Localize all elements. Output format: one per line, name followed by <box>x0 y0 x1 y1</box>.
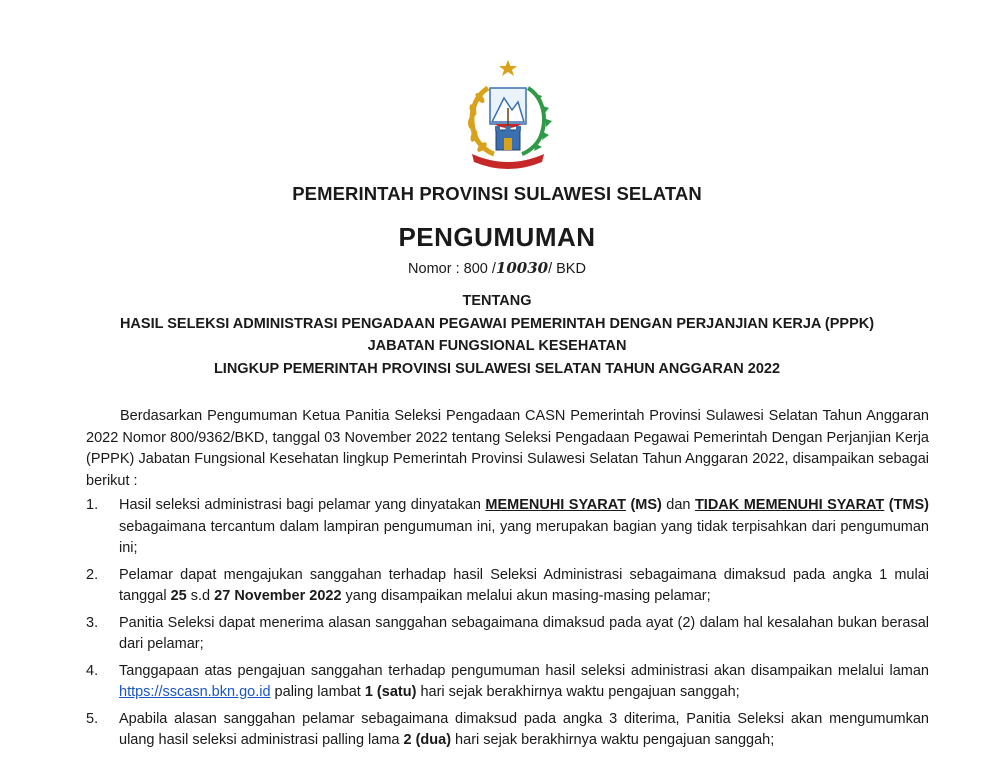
document-number <box>0 259 994 277</box>
item-text: Panitia Seleksi dapat menerima alasan sanggahan sebagaimana dimaksud pada ayat (2) dalam hal kesalahan bukan berasal dari pelamar; <box>119 614 929 652</box>
item-text: s.d <box>186 588 215 604</box>
number-handwritten: 10030 <box>495 259 549 277</box>
subject-line-3: JABATAN FUNGSIONAL KESEHATAN <box>367 338 627 354</box>
list-item <box>86 709 929 752</box>
start-date: 25 <box>170 588 187 604</box>
item-number: 5. <box>86 710 99 727</box>
item-number: 2. <box>86 566 99 583</box>
deadline-days: 1 (satu) <box>364 684 417 700</box>
item-text: hari sejak berakhirnya waktu pengajuan sanggah; <box>416 684 740 700</box>
document-title: PENGUMUMAN <box>398 222 596 252</box>
item-number: 3. <box>86 614 99 631</box>
number-suffix: / BKD <box>548 261 586 277</box>
item-text: Tanggapaan atas pengajuan sanggahan terhadap pengumuman hasil seleksi administrasi akan disampaikan melalui laman <box>119 662 929 679</box>
list-item <box>86 565 929 608</box>
list-item <box>86 613 929 656</box>
subject-line-2: HASIL SELEKSI ADMINISTRASI PENGADAAN PEGAWAI PEMERINTAH DENGAN PERJANJIAN KERJA (PPPK) <box>119 315 875 332</box>
tms-code: (TMS) <box>888 497 930 513</box>
item-text: Hasil seleksi administrasi bagi pelamar yang dinyatakan <box>119 497 486 513</box>
end-date: 27 November 2022 <box>214 588 342 604</box>
subject-line-4: LINGKUP PEMERINTAH PROVINSI SULAWESI SELATAN TAHUN ANGGARAN 2022 <box>213 360 781 377</box>
item-number: 1. <box>86 497 99 513</box>
item-text: Apabila alasan sanggahan pelamar sebagaimana dimaksud pada angka 3 diterima, Panitia Seleksi akan mengumumkan ulang hasil seleksi administrasi palling lama <box>119 710 929 748</box>
reannounce-days: 2 (dua) <box>403 732 452 748</box>
tms-label: TIDAK MEMENUHI SYARAT <box>694 497 885 513</box>
number-prefix: Nomor : 800 / <box>408 261 496 277</box>
south-sulawesi-coat-of-arms-icon <box>458 58 558 173</box>
intro-paragraph: Berdasarkan Pengumuman Ketua Panitia Seleksi Pengadaan CASN Pemerintah Provinsi Sulawesi Selatan Tahun Anggaran 2022 Nomor 800/9362/BKD, tanggal 03 November 2022 tentang Seleksi Pengadaan Pegawai Pemerintah Dengan Perjanjian Kerja (PPPK) Jabatan Fungsional Kesehatan lingkup Pemerintah Provinsi Sulawesi Selatan Tahun Anggaran 2022, disampaikan sebagai berikut : <box>86 408 929 489</box>
item-number: 4. <box>86 662 99 679</box>
item-text: hari sejak berakhirnya waktu pengajuan sanggah; <box>451 732 775 748</box>
ms-code: (MS) <box>630 497 662 513</box>
list-item <box>86 495 929 560</box>
subject-line-1: TENTANG <box>462 293 532 309</box>
announcement-list <box>86 495 929 752</box>
sscasn-link[interactable]: https://sscasn.bkn.go.id <box>119 684 271 700</box>
item-text: yang disampaikan melalui akun masing-masing pelamar; <box>341 588 711 604</box>
subject-block <box>0 290 994 380</box>
government-heading: PEMERINTAH PROVINSI SULAWESI SELATAN <box>292 183 702 204</box>
item-text: Pelamar dapat mengajukan sanggahan terhadap hasil Seleksi Administrasi sebagaimana dimaksud pada angka 1 mulai tanggal <box>119 566 929 604</box>
item-text: paling lambat <box>270 684 365 700</box>
item-text: dan <box>661 497 695 513</box>
announcement-body <box>86 406 929 757</box>
ms-label: MEMENUHI SYARAT <box>485 497 626 513</box>
item-text: sebagaimana tercantum dalam lampiran pengumuman ini, yang merupakan bagian yang tidak terpisahkan dari pengumuman ini; <box>119 518 929 556</box>
list-item <box>86 661 929 704</box>
